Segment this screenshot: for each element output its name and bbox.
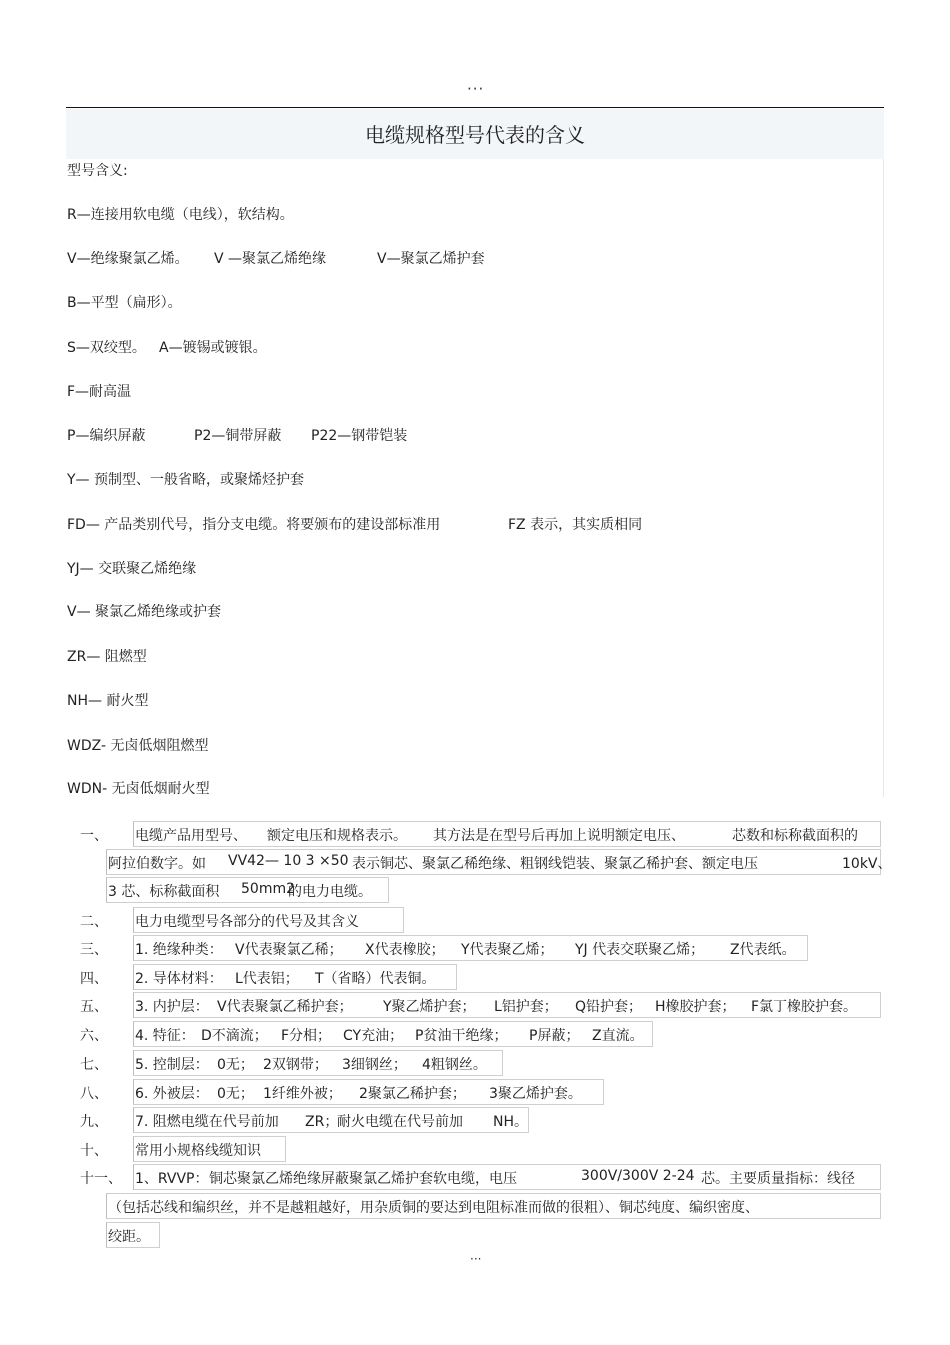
item-4-seg: 2. 导体材料： — [135, 971, 223, 987]
item-number-7: 七、 — [80, 1057, 108, 1073]
item-number-2: 二、 — [80, 914, 108, 930]
item-3-seg: Y代表聚乙烯； — [461, 942, 554, 958]
item-number-3: 三、 — [80, 942, 108, 958]
item-number-5: 五、 — [80, 999, 108, 1015]
item-5-seg: Q铅护套； — [575, 999, 643, 1015]
header-ellipsis: ··· — [467, 80, 485, 98]
item-3-seg: 1. 绝缘种类： — [135, 942, 223, 958]
item-1-seg: 的电力电缆。 — [288, 884, 372, 900]
def-V2: V— 聚氯乙烯绝缘或护套 — [67, 604, 222, 620]
footer-ellipsis: ··· — [470, 1252, 482, 1266]
item-11-seg: 铜芯聚氯乙烯绝缘屏蔽聚氯乙烯护套软电缆，电压 — [209, 1171, 517, 1187]
def-ZR: ZR— 阻燃型 — [67, 649, 147, 665]
item-1-seg: 芯数和标称截面积的 — [732, 828, 858, 844]
item-4-seg: T（省略）代表铜。 — [315, 971, 436, 987]
item-5-seg: 3. 内护层： — [135, 999, 209, 1015]
def-A: A—镀锡或镀银。 — [159, 340, 267, 356]
document-title: 电缆规格型号代表的含义 — [365, 123, 585, 147]
def-Y: Y— 预制型、一般省略，或聚烯烃护套 — [67, 472, 305, 488]
item-1-seg: 其方法是在型号后再加上说明额定电压、 — [433, 828, 685, 844]
item-9-seg: 耐火电缆在代号前加 — [337, 1114, 463, 1130]
right-margin-rule — [883, 159, 884, 797]
item-4-seg: L代表铝； — [235, 971, 299, 987]
def-WDN: WDN- 无卤低烟耐火型 — [67, 781, 210, 797]
item-1-seg: 50mm2 — [241, 881, 295, 897]
item-8-seg: 2聚氯乙稀护套； — [359, 1086, 466, 1102]
item-1-seg: 电缆产品用型号、 — [135, 828, 247, 844]
item-1-seg: 额定电压和规格表示。 — [267, 828, 407, 844]
def-FD: FD— 产品类别代号，指分支电缆。将要颁布的建设部标准用 — [67, 517, 441, 533]
item-number-9: 九、 — [80, 1114, 108, 1130]
item-3-seg: X代表橡胶； — [365, 942, 445, 958]
item-number-10: 十、 — [80, 1143, 108, 1159]
item-2-text: 电力电缆型号各部分的代号及其含义 — [135, 914, 359, 930]
def-R: R—连接用软电缆（电线），软结构。 — [67, 207, 294, 223]
item-6-seg: 4. 特征： — [135, 1028, 195, 1044]
item-7-seg: 0无； — [217, 1057, 254, 1073]
item-1-seg: 10kV、 — [842, 856, 892, 872]
item-8-seg: 6. 外被层： — [135, 1086, 209, 1102]
definitions-intro: 型号含义: — [67, 163, 128, 179]
def-P2: P2—铜带屏蔽 — [194, 428, 282, 444]
item-7-seg: 5. 控制层： — [135, 1057, 209, 1073]
item-number-4: 四、 — [80, 971, 108, 987]
item-6-seg: F分相； — [281, 1028, 332, 1044]
item-11-seg: 300V/300V 2-24 — [581, 1168, 695, 1184]
item-6-seg: D不滴流； — [201, 1028, 268, 1044]
item-number-6: 六、 — [80, 1028, 108, 1044]
item-3-seg: V代表聚氯乙稀； — [235, 942, 343, 958]
item-5-seg: V代表聚氯乙稀护套； — [217, 999, 353, 1015]
item-7-seg: 3细钢丝； — [342, 1057, 407, 1073]
item-6-seg: P屏蔽； — [529, 1028, 580, 1044]
def-B: B—平型（扁形）。 — [67, 295, 182, 311]
item-1-seg: VV42— 10 3 ×50 — [228, 853, 349, 869]
item-11-line-2: （包括芯线和编织丝，并不是越粗越好，用杂质铜的要达到电阻标准而做的很粗）、铜芯纯度、编织密度、 — [108, 1200, 759, 1216]
item-6-seg: P贫油干绝缘； — [415, 1028, 508, 1044]
item-11-seg: 芯。主要质量指标：线径 — [701, 1171, 855, 1187]
item-3-seg: Z代表纸。 — [730, 942, 796, 958]
item-6-seg: Z直流。 — [592, 1028, 644, 1044]
item-number-8: 八、 — [80, 1086, 108, 1102]
item-1-seg: 阿拉伯数字。如 — [108, 856, 206, 872]
item-9-seg: 7. 阻燃电缆在代号前加 — [135, 1114, 279, 1130]
item-6-seg: CY充油； — [343, 1028, 404, 1044]
item-11-line-3: 绞距。 — [108, 1229, 150, 1245]
def-P22: P22—钢带铠装 — [311, 428, 408, 444]
def-WDZ: WDZ- 无卤低烟阻燃型 — [67, 738, 209, 754]
item-9-seg: ZR； — [305, 1114, 339, 1130]
def-FZ: FZ 表示，其实质相同 — [508, 517, 643, 533]
def-S: S—双绞型。 — [67, 340, 146, 356]
def-F: F—耐高温 — [67, 384, 132, 400]
header-rule — [66, 107, 884, 108]
item-9-seg: NH。 — [493, 1114, 528, 1130]
item-8-seg: 3聚乙烯护套。 — [489, 1086, 582, 1102]
def-YJ: YJ— 交联聚乙烯绝缘 — [67, 561, 197, 577]
item-number-11: 十一、 — [80, 1171, 122, 1187]
item-3-seg: YJ 代表交联聚乙烯； — [575, 942, 705, 958]
item-7-seg: 2双钢带； — [263, 1057, 328, 1073]
def-V-pvc-insulation: V —聚氯乙烯绝缘 — [214, 251, 327, 267]
item-8-seg: 0无； — [217, 1086, 254, 1102]
item-5-seg: F氯丁橡胶护套。 — [751, 999, 858, 1015]
item-5-seg: Y聚乙烯护套； — [383, 999, 476, 1015]
def-NH: NH— 耐火型 — [67, 693, 149, 709]
def-V-pvc-sheath: V—聚氯乙烯护套 — [377, 251, 485, 267]
item-8-seg: 1纤维外被； — [263, 1086, 342, 1102]
item-5-seg: H橡胶护套； — [655, 999, 736, 1015]
item-7-seg: 4粗钢丝。 — [422, 1057, 487, 1073]
def-P: P—编织屏蔽 — [67, 428, 146, 444]
def-V-insulation: V—绝缘聚氯乙烯。 — [67, 251, 189, 267]
item-5-seg: L铝护套； — [494, 999, 558, 1015]
item-number-1: 一、 — [80, 828, 108, 844]
item-1-seg: 表示铜芯、聚氯乙稀绝缘、粗钢线铠装、聚氯乙稀护套、额定电压 — [352, 856, 758, 872]
item-11-seg: 1、RVVP： — [135, 1171, 209, 1187]
item-1-seg: 3 芯、标称截面积 — [108, 884, 220, 900]
item-10-text: 常用小规格线缆知识 — [135, 1143, 261, 1159]
